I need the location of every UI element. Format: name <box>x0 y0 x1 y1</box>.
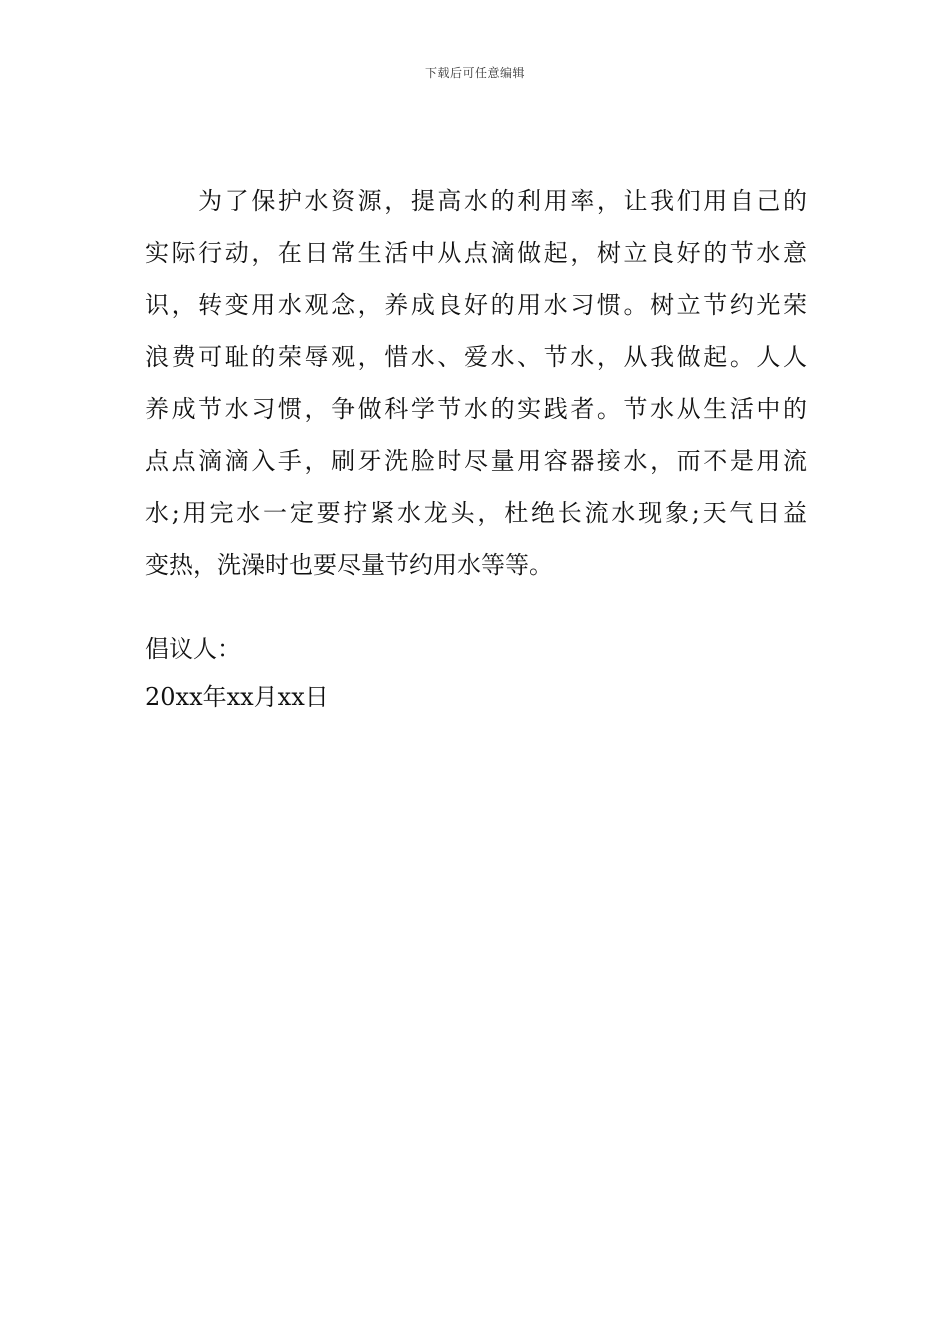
header-note: 下载后可任意编辑 <box>424 66 525 80</box>
paragraph-line: 识，转变用水观念，养成良好的用水习惯。树立节约光荣 <box>145 291 807 319</box>
date-line: 20xx年xx月xx日 <box>145 683 329 711</box>
paragraph-line: 变热，洗澡时也要尽量节约用水等等。 <box>145 551 553 579</box>
paragraph-line: 点点滴滴入手，刷牙洗脸时尽量用容器接水，而不是用流 <box>145 447 807 475</box>
paragraph-line: 养成节水习惯，争做科学节水的实践者。节水从生活中的 <box>145 395 807 423</box>
body-paragraph <box>145 175 807 591</box>
paragraph-line: 实际行动，在日常生活中从点滴做起，树立良好的节水意 <box>145 239 807 267</box>
signer-label: 倡议人： <box>145 635 241 663</box>
paragraph-line: 浪费可耻的荣辱观，惜水、爱水、节水，从我做起。人人 <box>145 343 807 371</box>
paragraph-line: 水;用完水一定要拧紧水龙头，杜绝长流水现象;天气日益 <box>145 499 807 527</box>
paragraph-line: 为了保护水资源，提高水的利用率，让我们用自己的 <box>145 187 807 215</box>
